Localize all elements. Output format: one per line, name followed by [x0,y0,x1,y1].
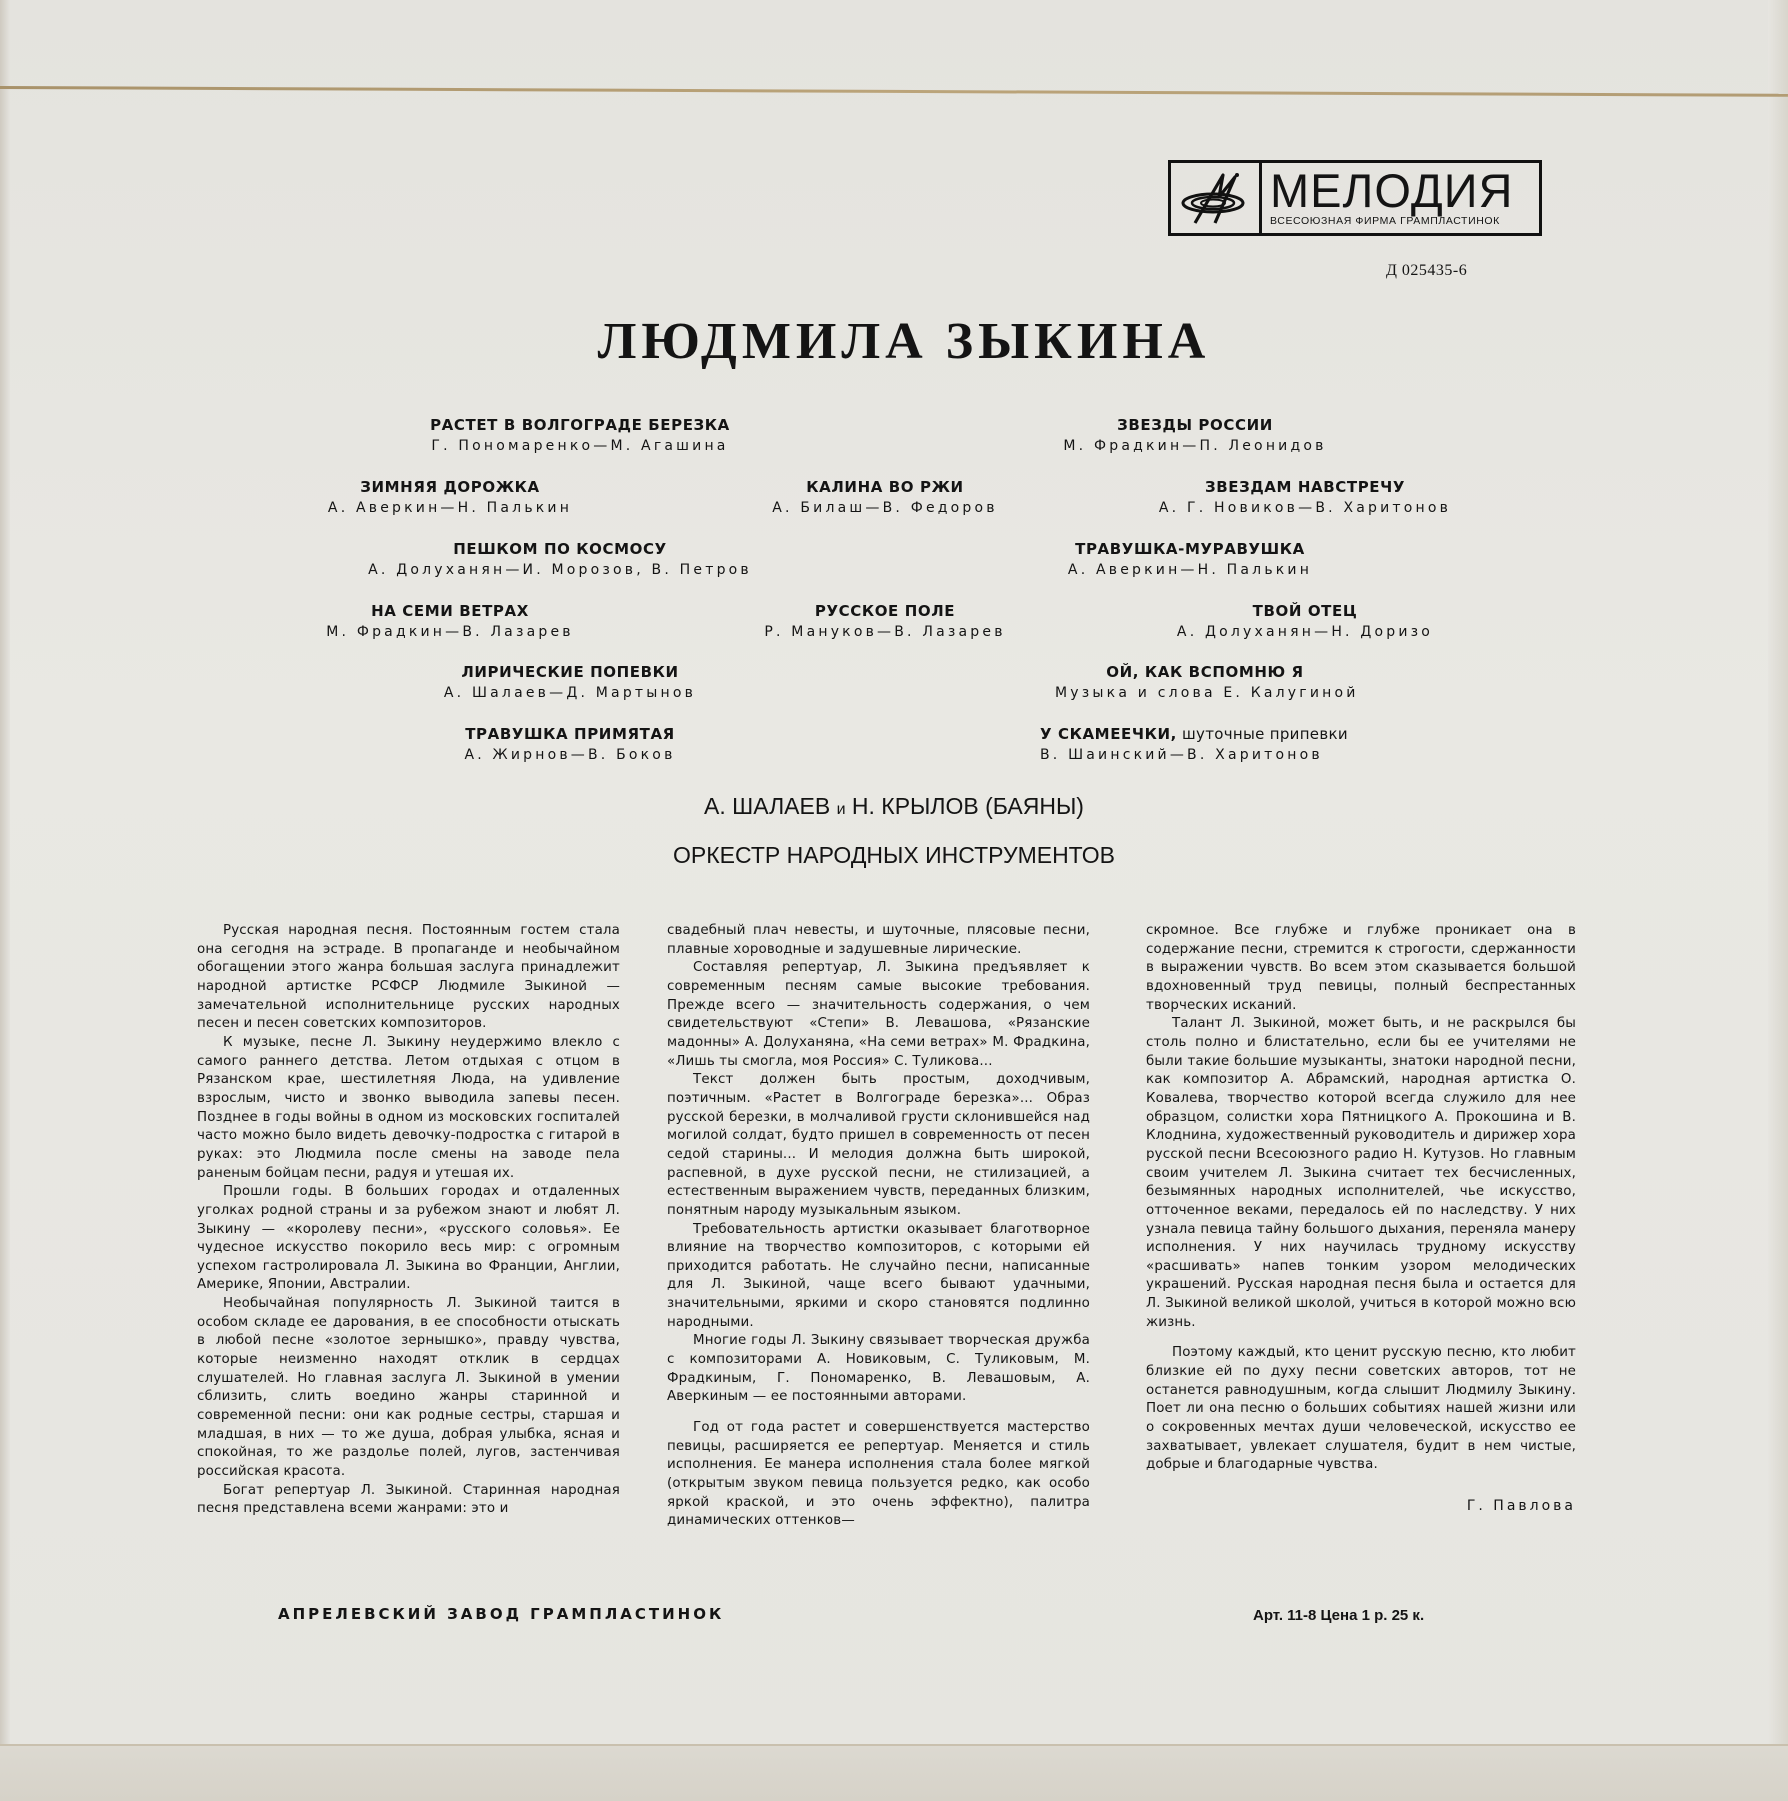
track-authors: А. Долуханян—Н. Доризо [1176,624,1434,640]
track-title: ТВОЙ ОТЕЦ [1252,602,1358,620]
track-authors: М. Фрадкин—В. Лазарев [326,624,574,640]
track-title-main: У СКАМЕЕЧКИ, [1040,725,1177,743]
liner-paragraph: К музыке, песне Л. Зыкину неудержимо влекло с самого раннего детства. Летом отдыхая с отцом в Рязанском крае, шестилетняя Люда, на удивление взрослым, чисто и звонко выводила запевы песен. Позднее в годы войны в одном из московских госпиталей часто можно было видеть девочку-подростка с гитарой в руках: это Людмила после смены на заводе пела раненым бойцам песни, радуя и утешая их. [197,1034,620,1181]
track-item [1055,540,1325,578]
performer-instrument: (БАЯНЫ) [985,793,1084,819]
liner-paragraph: Текст должен быть простым, доходчивым, поэтичным. «Растет в Волгограде березка»... Образ русской березки, в молчаливой грусти склонившейся над могилой солдат, будто пришел в современность от песен седой старины... И мелодия должна быть широкой, распевной, в духе русской песни, не стилизацией, а естественным выражением чувств, переданных близким, понятным народу музыкальным языком. [667,1072,1090,1218]
track-item [1150,602,1460,640]
track-title: НА СЕМИ ВЕТРАХ [371,602,529,620]
track-authors: А. Г. Новиков—В. Харитонов [1158,500,1452,516]
liner-paragraph: Богат репертуар Л. Зыкиной. Старинная народная песня представлена всеми жанрами: это и [197,1482,620,1517]
track-authors: А. Шалаев—Д. Мартынов [443,685,697,701]
track-title: ЗВЕЗДЫ РОССИИ [1117,416,1273,434]
track-item [430,725,710,763]
track-title: ЗИМНЯЯ ДОРОЖКА [360,478,540,496]
performer-1: А. ШАЛАЕВ [704,793,831,819]
track-title: ОЙ, КАК ВСПОМНЮ Я [1106,663,1304,681]
track-item [320,478,580,516]
track-item [1045,416,1345,454]
track-title: РАСТЕТ В ВОЛГОГРАДЕ БЕРЕЗКА [430,416,730,434]
track-item [1135,478,1475,516]
sleeve-left-edge [0,0,10,1799]
liner-paragraph: Многие годы Л. Зыкину связывает творческая дружба с композиторами А. Новиковым, С. Туликовым, М. Фрадкиным, Г. Пономаренко, В. Левашовым, А. Аверкиным — ее постоянными авторами. [667,1333,1090,1405]
liner-paragraph: Прошли годы. В больших городах и отдаленных уголках родной страны и за рубежом знают и любят Л. Зыкину — «королеву песни», «русского соловья». Ее чудесное искусство покорило весь мир: с огромным успехом гастролировала Л. Зыкина во Франции, Англии, Америке, Японии, Австралии. [197,1184,620,1293]
liner-notes-author: Г. Павлова [1466,1498,1576,1515]
brand-subtitle: ВСЕСОЮЗНАЯ ФИРМА ГРАМПЛАСТИНОК [1270,215,1500,227]
catalog-number: Д 025435-6 [1386,262,1468,279]
track-authors: Музыка и слова Е. Калугиной [1055,685,1359,701]
liner-paragraph: Талант Л. Зыкиной, может быть, и не раскрылся бы столь полно и блистательно, если бы ее учителями не были такие большие музыканты, знатоки народной песни, как композитор А. Абрамский, народная артистка О. Ковалева, творчество которой всегда служило для нее образцом, солистки хора Пятницкого А. Прокошина и В. Клоднина, художественный руководитель и дирижер хора русской песни Всесоюзного радио Н. Кутузов. Но главным своим учителем Л. Зыкина считает тех бесчисленных, безымянных народных исполнителей, чье искусство, отточенное веками, передалось ей по наследству. У них узнала певица тайну большого дыхания, переняла манеру исполнения. У них научилась трудному искусству «расшивать» напев тонким узором мелодических украшений. Русская народная песня была и остается для Л. Зыкиной великой школой, учиться в которой можно всю жизнь. [1146,1016,1576,1330]
performers-accordion [0,793,1788,820]
artist-title: ЛЮДМИЛА ЗЫКИНА [597,313,1211,370]
sleeve-right-edge [1768,0,1788,1799]
performers-orchestra: ОРКЕСТР НАРОДНЫХ ИНСТРУМЕНТОВ [673,842,1115,868]
liner-notes-column-1 [197,922,620,1519]
performer-conjunction: и [836,801,846,818]
track-title: ЛИРИЧЕСКИЕ ПОПЕВКИ [461,663,679,681]
liner-paragraph: Поэтому каждый, кто ценит русскую песню, кто любит близкие ей по духу песни советских авторов, тот не останется равнодушным, когда слышит Людмилу Зыкину. Поет ли она песню о больших событиях нашей жизни или о сокровенных мечтах души человеческой, искусство ее захватывает, увлекает слушателя, будит в нем чистые, добрые и благодарные чувства. [1146,1345,1576,1473]
sleeve-bottom-flap [0,1744,1788,1801]
liner-paragraph: скромное. Все глубже и глубже проникает она в содержание песни, стремится к строгости, сдержанности в выражении чувств. Во всем этом сказывается большой вдохновенный труд певицы, полный беспрестанных творческих исканий. [1146,923,1576,1013]
track-title: КАЛИНА ВО РЖИ [806,478,964,496]
track-authors: М. Фрадкин—П. Леонидов [1063,438,1327,454]
liner-paragraph: Требовательность артистки оказывает благотворное влияние на творчество композиторов, с которыми ей приходится работать. Не случайно песни, написанные для Л. Зыкиной, чаще всего бывают удачными, значительными, яркими и скоро становятся подлинно народными. [667,1221,1090,1330]
track-title: ПЕШКОМ ПО КОСМОСУ [453,540,667,558]
melodiya-record-logo-icon [1171,163,1262,233]
track-item [740,602,1030,640]
liner-notes-column-3 [1146,922,1576,1516]
brand-name: МЕЛОДИЯ [1270,164,1514,217]
liner-paragraph: Русская народная песня. Постоянным гостем стала она сегодня на эстраде. В пропаганде и необычайном обогащении этого жанра большая заслуга принадлежит народной артистке РСФСР Людмиле Зыкиной — замечательной исполнительнице русских народных песен и песен советских композиторов. [197,923,620,1032]
track-item [400,416,760,454]
track-title [1040,725,1360,743]
track-authors: А. Долуханян—И. Морозов, В. Петров [368,562,752,578]
track-title: РУССКОЕ ПОЛЕ [814,602,956,620]
liner-paragraph: Год от года растет и совершенствуется мастерство певицы, расширяется ее репертуар. Меняется и стиль исполнения. Ее манера исполнения стала более мягкой (открытым звуком певица пользуется редко, как особо яркой краской, и это очень эффектно), палитра динамических оттенков— [667,1420,1090,1529]
track-item [320,602,580,640]
manufacturer-name: АПРЕЛЕВСКИЙ ЗАВОД ГРАМПЛАСТИНОК [278,1605,725,1623]
track-title: ТРАВУШКА-МУРАВУШКА [1075,540,1305,558]
track-authors: Г. Пономаренко—М. Агашина [431,438,729,454]
track-title-note: шуточные припевки [1176,725,1348,743]
track-item [1055,663,1359,701]
track-item [1040,725,1360,763]
track-authors: Р. Мануков—В. Лазарев [764,624,1006,640]
track-title: ТРАВУШКА ПРИМЯТАЯ [465,725,675,743]
price-label: Арт. 11-8 Цена 1 р. 25 к. [1253,1607,1425,1624]
track-authors: А. Билаш—В. Федоров [772,500,998,516]
track-item [340,540,780,578]
liner-notes-column-2 [667,922,1090,1531]
track-authors: В. Шаинский—В. Харитонов [1040,747,1323,763]
track-item [420,663,720,701]
track-authors: А. Аверкин—Н. Палькин [327,500,573,516]
track-item [740,478,1030,516]
track-authors: А. Жирнов—В. Боков [464,747,676,763]
liner-paragraph: свадебный плач невесты, и шуточные, плясовые песни, плавные хороводные и задушевные лирические. [667,923,1090,957]
liner-paragraph: Составляя репертуар, Л. Зыкина предъявляет к современным песням самые высокие требования. Прежде всего — значительность содержания, о чем свидетельствуют «Степи» В. Левашова, «Рязанские мадонны» А. Долуханяна, «На семи ветрах» М. Фрадкина, «Лишь ты смогла, моя Россия» С. Туликова... [667,960,1090,1069]
melodiya-logo [1168,160,1542,236]
liner-paragraph: Необычайная популярность Л. Зыкиной таится в особом складе ее дарования, в ее способности отыскать в любой песне «золотое зернышко», правду чувства, которые неизменно находят отклик в сердцах слушателей. Но главная заслуга Л. Зыкиной в умении сблизить, слить воедино жанры старинной и современной песни: они как родные сестры, старшая и младшая, в них — то же душа, добрая улыбка, ясная и спокойная, то же раздолье полей, лугов, застенчивая российская красота. [197,1296,620,1480]
track-title: ЗВЕЗДАМ НАВСТРЕЧУ [1204,478,1406,496]
performer-2: Н. КРЫЛОВ [851,793,979,819]
melodiya-wordmark [1262,163,1539,233]
track-authors: А. Аверкин—Н. Палькин [1067,562,1313,578]
